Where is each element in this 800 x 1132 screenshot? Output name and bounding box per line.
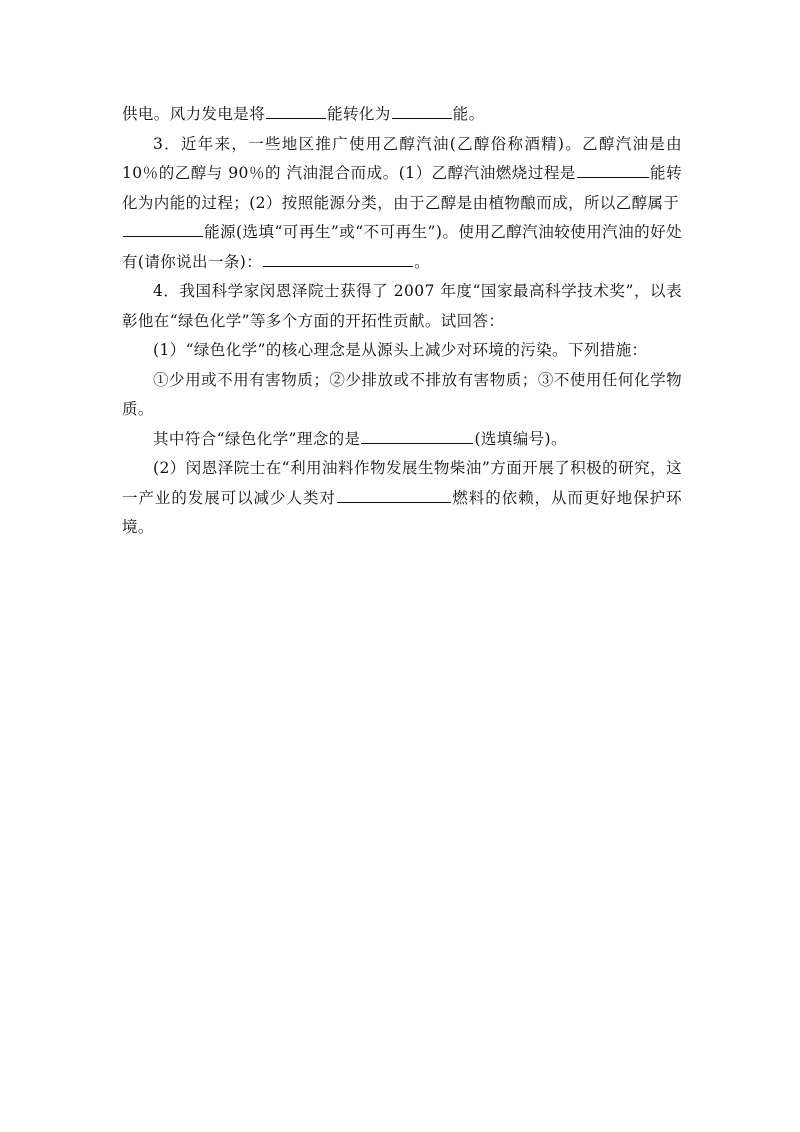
document-body bbox=[122, 100, 682, 543]
q3-text-3: 能源(选填“可再生”或“不可再生”)。使用乙醇汽油较使用汽油的好处有(请你说出一条)： bbox=[122, 223, 682, 271]
question-4-options: ①少用或不用有害物质；②少排放或不排放有害物质；③不使用任何化学物质。 bbox=[122, 370, 682, 418]
q2-tail-paragraph bbox=[122, 100, 682, 130]
q2-text-3: 能。 bbox=[452, 105, 485, 123]
q2-text-1: 供电。风力发电是将 bbox=[122, 105, 266, 123]
answer-blank[interactable] bbox=[361, 442, 473, 444]
answer-blank[interactable] bbox=[123, 235, 203, 237]
question-4-choose bbox=[122, 425, 682, 455]
question-3 bbox=[122, 130, 682, 278]
q3-text-4: 。 bbox=[414, 252, 431, 271]
answer-blank[interactable] bbox=[266, 117, 326, 119]
answer-blank[interactable] bbox=[577, 176, 649, 178]
q3-text-2: 能转化为内能的过程；(2）按照能源分类，由于乙醇是由植物酿而成，所以乙醇属于 bbox=[122, 164, 682, 212]
answer-blank[interactable] bbox=[337, 501, 451, 503]
q2-text-2: 能转化为 bbox=[327, 105, 391, 123]
question-4-part-1: (1）“绿色化学”的核心理念是从源头上减少对环境的污染。下列措施： bbox=[153, 341, 648, 359]
q4-p2-text-1: (2）闵恩泽院士在“利用油料作物发展生物柴油”方面开展了积极的研究，这一产业的发展可以减少人类对 bbox=[122, 459, 682, 507]
q4-choose-text-2: (选填编号)。 bbox=[474, 429, 567, 448]
answer-blank[interactable] bbox=[392, 117, 452, 119]
q3-text-1: 3．近年来，一些地区推广使用乙醇汽油(乙醇俗称酒精)。乙醇汽油是由 10％的乙醇与 90％的 汽油混合而成。(1）乙醇汽油燃烧过程是 bbox=[122, 134, 682, 182]
question-4-part-2 bbox=[122, 454, 682, 543]
q4-p2-text-2: 燃料的依赖，从而更好地保护环境。 bbox=[122, 488, 682, 536]
question-4-intro: 4．我国科学家闵恩泽院士获得了 2007 年度“国家最高科学技术奖”，以表彰他在“绿色化学”等多个方面的开拓性贡献。试回答： bbox=[122, 282, 682, 330]
answer-blank[interactable] bbox=[263, 265, 413, 267]
q4-choose-text-1: 其中符合“绿色化学”理念的是 bbox=[153, 429, 361, 448]
